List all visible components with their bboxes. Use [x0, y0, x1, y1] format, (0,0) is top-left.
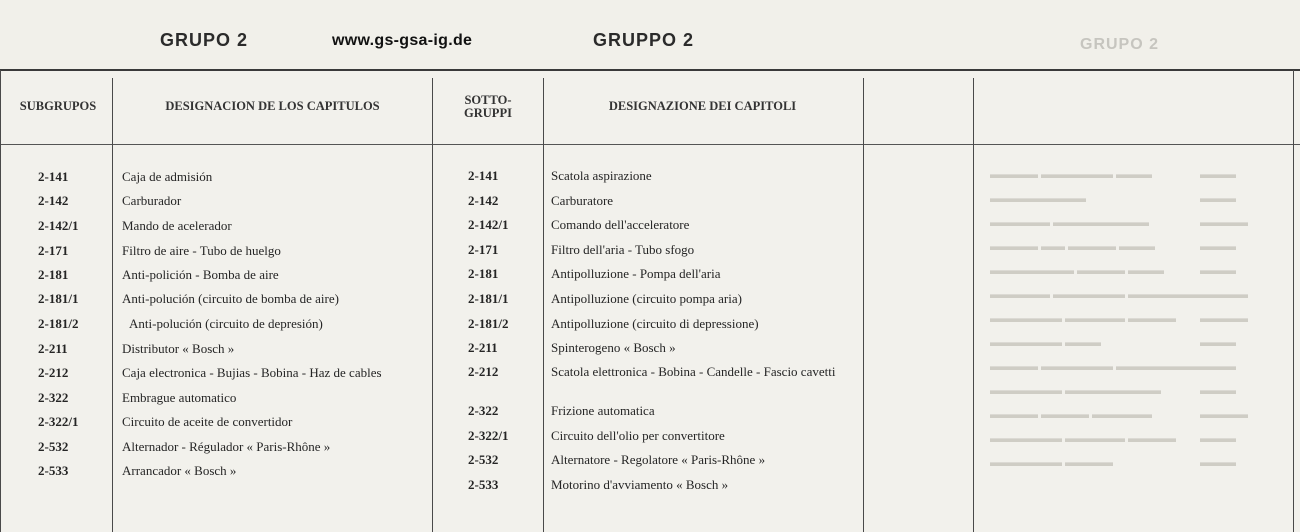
- it-title: Spinterogeno « Bosch »: [551, 340, 676, 355]
- es-title: Anti-polución (circuito de depresión): [129, 316, 323, 331]
- group-title-italian: GRUPPO 2: [593, 30, 695, 50]
- es-code: 2-141: [38, 169, 69, 184]
- column-header-designazione: DESIGNAZIONE DEI CAPITOLI: [608, 99, 797, 113]
- table-right-border: [1293, 70, 1294, 532]
- sottogruppi-line-1: SOTTO-: [464, 93, 512, 107]
- it-title: Carburatore: [551, 193, 614, 208]
- es-title: Caja de admisión: [122, 169, 213, 184]
- es-code: 2-171: [38, 243, 69, 258]
- es-code: 2-142/1: [38, 218, 79, 233]
- it-code: 2-141: [468, 168, 499, 183]
- it-code: 2-322/1: [468, 428, 509, 443]
- bleed-through-text: ▬▬▬▬ ▬▬▬▬▬▬ ▬▬▬ ▬▬▬▬▬▬▬▬ ▬▬▬▬▬ ▬▬▬▬▬▬▬▬ ▬▬▬▬ ▬▬ ▬▬▬▬ ▬▬▬ ▬▬▬▬▬▬▬ ▬▬▬▬ ▬▬▬ ▬▬▬▬▬ ▬▬▬▬▬▬ ▬▬▬▬▬▬ ▬▬▬▬▬▬ ▬▬▬▬▬ ▬▬▬▬ ▬▬▬▬▬▬ ▬▬▬ ▬▬▬▬ ▬▬▬▬▬▬ ▬▬▬▬▬▬▬ ▬▬▬▬▬▬ ▬▬▬▬▬▬▬▬ ▬▬▬▬ ▬▬▬▬ ▬▬▬▬▬ ▬▬▬▬▬▬ ▬▬▬▬▬ ▬▬▬▬ ▬▬▬▬▬▬ ▬▬▬▬: [990, 167, 1200, 469]
- it-code: 2-533: [468, 477, 499, 492]
- es-title: Carburador: [122, 193, 182, 208]
- group-title-spanish: GRUPO 2: [160, 30, 249, 50]
- it-title: Scatola elettronica - Bobina - Candelle - Fascio cavetti: [551, 364, 836, 379]
- column-divider-2: [432, 78, 433, 532]
- it-title: Frizione automatica: [551, 403, 655, 418]
- it-title: Antipolluzione (circuito di depressione): [551, 316, 759, 331]
- column-divider-5: [973, 78, 974, 532]
- header-bottom-rule: [0, 144, 1300, 145]
- bleed-through-codes: ▬▬▬ ▬▬▬ ▬▬▬▬ ▬▬▬ ▬▬▬ ▬▬▬▬ ▬▬▬▬ ▬▬▬ ▬▬▬ ▬▬▬ ▬▬▬▬ ▬▬▬ ▬▬▬: [1200, 167, 1248, 469]
- es-code: 2-142: [38, 193, 69, 208]
- es-code: 2-322/1: [38, 414, 79, 429]
- es-title: Filtro de aire - Tubo de huelgo: [122, 243, 281, 258]
- it-code: 2-142/1: [468, 217, 509, 232]
- column-divider-3: [543, 78, 544, 532]
- es-code: 2-181/2: [38, 316, 79, 331]
- table-top-rule: [0, 69, 1300, 71]
- es-title: Distributor « Bosch »: [122, 341, 235, 356]
- it-title: Antipolluzione (circuito pompa aria): [551, 291, 742, 306]
- column-divider-1: [112, 78, 113, 532]
- es-code: 2-212: [38, 365, 69, 380]
- es-title: Arrancador « Bosch »: [122, 463, 237, 478]
- es-title: Mando de acelerador: [122, 218, 232, 233]
- it-code: 2-142: [468, 193, 499, 208]
- es-title: Anti-polución (circuito de bomba de aire): [122, 291, 339, 306]
- it-code: 2-181: [468, 266, 499, 281]
- sottogruppi-line-2: GRUPPI: [464, 106, 512, 120]
- column-divider-4: [863, 78, 864, 532]
- column-header-subgrupos: SUBGRUPOS: [19, 99, 97, 113]
- column-header-sottogruppi: [440, 94, 536, 120]
- it-code: 2-181/1: [468, 291, 509, 306]
- es-title: Circuito de aceite de convertidor: [122, 414, 293, 429]
- es-code: 2-533: [38, 463, 69, 478]
- it-title: Antipolluzione - Pompa dell'aria: [551, 266, 721, 281]
- it-code: 2-181/2: [468, 316, 509, 331]
- it-title: Motorino d'avviamento « Bosch »: [551, 477, 729, 492]
- it-title: Filtro dell'aria - Tubo sfogo: [551, 242, 695, 257]
- es-code: 2-322: [38, 390, 69, 405]
- it-code: 2-212: [468, 364, 499, 379]
- it-title: Circuito dell'olio per convertitore: [551, 428, 725, 443]
- es-title: Anti-polición - Bomba de aire: [122, 267, 279, 282]
- website-watermark: www.gs-gsa-ig.de: [332, 32, 473, 49]
- column-header-designacion: DESIGNACION DE LOS CAPITULOS: [165, 99, 380, 113]
- es-title: Alternador - Régulador « Paris-Rhône »: [122, 439, 331, 454]
- it-code: 2-322: [468, 403, 499, 418]
- es-code: 2-181: [38, 267, 69, 282]
- es-code: 2-532: [38, 439, 69, 454]
- bleed-through-heading: GRUPO 2: [1080, 36, 1160, 53]
- es-code: 2-211: [38, 341, 68, 356]
- es-title: Caja electronica - Bujias - Bobina - Haz de cables: [122, 365, 382, 380]
- it-code: 2-211: [468, 340, 498, 355]
- es-title: Embrague automatico: [122, 390, 237, 405]
- it-code: 2-532: [468, 452, 499, 467]
- table-left-border: [0, 70, 1, 532]
- it-title: Comando dell'acceleratore: [551, 217, 690, 232]
- it-code: 2-171: [468, 242, 499, 257]
- it-title: Scatola aspirazione: [551, 168, 652, 183]
- it-title: Alternatore - Regolatore « Paris-Rhône »: [551, 452, 766, 467]
- es-code: 2-181/1: [38, 291, 79, 306]
